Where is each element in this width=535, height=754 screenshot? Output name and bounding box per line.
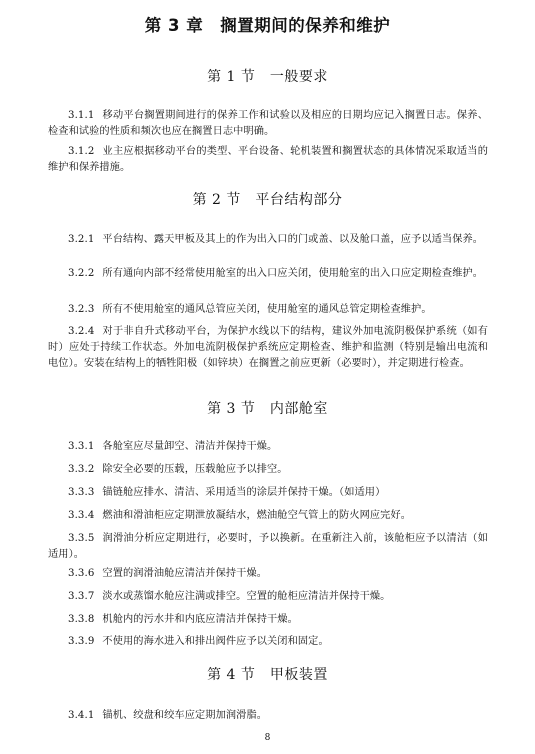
section-title-3: 第 3 节 内部舱室 bbox=[207, 401, 328, 417]
paragraph-number: 3.3.4 bbox=[68, 510, 95, 521]
paragraph-number: 3.2.3 bbox=[68, 304, 95, 315]
paragraph-text: 业主应根据移动平台的类型、平台设备、轮机装置和搁置状态的具体情况采取适当的维护和保养措施。 bbox=[48, 146, 488, 173]
paragraph-text: 所有通向内部不经常使用舱室的出入口应关闭，使用舱室的出入口应定期检查维护。 bbox=[102, 268, 484, 279]
paragraph-3-1-2 bbox=[48, 144, 488, 176]
paragraph-3-3-7 bbox=[48, 589, 488, 605]
paragraph-number: 3.1.1 bbox=[68, 110, 95, 121]
paragraph-number: 3.2.2 bbox=[68, 268, 95, 279]
paragraph-text: 润滑油分析应定期进行，必要时，予以换新。在重新注入前，该舱柜应予以清洁（如适用）。 bbox=[48, 533, 488, 560]
paragraph-number: 3.2.4 bbox=[68, 326, 95, 337]
paragraph-3-3-5 bbox=[48, 531, 488, 563]
paragraph-text: 锚链舱应排水、清洁、采用适当的涂层并保持干燥。（如适用） bbox=[102, 487, 386, 498]
paragraph-text: 锚机、绞盘和绞车应定期加润滑脂。 bbox=[102, 710, 268, 721]
paragraph-number: 3.2.1 bbox=[68, 234, 95, 245]
chapter-title: 第 3 章 搁置期间的保养和维护 bbox=[144, 16, 391, 35]
paragraph-text: 移动平台搁置期间进行的保养工作和试验以及相应的日期均应记入搁置日志。保养、检查和试验的性质和频次也应在搁置日志中明确。 bbox=[48, 110, 488, 137]
paragraph-text: 机舱内的污水井和内底应清洁并保持干燥。 bbox=[102, 614, 298, 625]
paragraph-number: 3.3.6 bbox=[68, 568, 95, 579]
paragraph-text: 各舱室应尽量卸空、清洁并保持干燥。 bbox=[102, 441, 278, 452]
section-title-1: 第 1 节 一般要求 bbox=[207, 69, 328, 85]
paragraph-text: 燃油和滑油柜应定期泄放凝结水，燃油舱空气管上的防火网应完好。 bbox=[102, 510, 412, 521]
paragraph-3-1-1 bbox=[48, 108, 488, 140]
paragraph-3-3-4 bbox=[48, 508, 488, 524]
paragraph-3-3-1 bbox=[48, 439, 488, 455]
page-number: 8 bbox=[264, 733, 271, 743]
paragraph-number: 3.1.2 bbox=[68, 146, 95, 157]
paragraph-3-2-3 bbox=[48, 302, 488, 318]
paragraph-3-3-6 bbox=[48, 566, 488, 582]
paragraph-3-3-9 bbox=[48, 634, 488, 650]
paragraph-text: 不使用的海水进入和排出阀件应予以关闭和固定。 bbox=[102, 636, 329, 647]
paragraph-3-3-3 bbox=[48, 485, 488, 501]
paragraph-3-3-2 bbox=[48, 462, 488, 478]
paragraph-number: 3.3.5 bbox=[68, 533, 95, 544]
section-title-2: 第 2 节 平台结构部分 bbox=[192, 192, 343, 208]
paragraph-text: 空置的润滑油舱应清洁并保持干燥。 bbox=[102, 568, 268, 579]
paragraph-number: 3.4.1 bbox=[68, 710, 95, 721]
paragraph-text: 对于非自升式移动平台，为保护水线以下的结构，建议外加电流阴极保护系统（如有时）应处于持续工作状态。外加电流阴极保护系统应定期检查、维护和监测（特别是输出电流和电位）。安装在结构上的牺牲阳极（如锌块）在搁置之前应更新（必要时），并定期进行检查。 bbox=[48, 326, 488, 369]
paragraph-3-2-1 bbox=[48, 232, 488, 248]
section-title-4: 第 4 节 甲板装置 bbox=[207, 667, 328, 683]
paragraph-3-4-1 bbox=[48, 708, 488, 724]
paragraph-text: 淡水或蒸馏水舱应注满或排空。空置的舱柜应清洁并保持干燥。 bbox=[102, 591, 391, 602]
paragraph-text: 所有不使用舱室的通风总管应关闭，使用舱室的通风总管定期检查维护。 bbox=[102, 304, 432, 315]
paragraph-number: 3.3.9 bbox=[68, 636, 95, 647]
paragraph-3-2-4 bbox=[48, 324, 488, 372]
paragraph-number: 3.3.7 bbox=[68, 591, 95, 602]
paragraph-number: 3.3.3 bbox=[68, 487, 95, 498]
paragraph-number: 3.3.1 bbox=[68, 441, 95, 452]
paragraph-number: 3.3.2 bbox=[68, 464, 95, 475]
paragraph-number: 3.3.8 bbox=[68, 614, 95, 625]
paragraph-3-2-2 bbox=[48, 266, 488, 282]
paragraph-text: 平台结构、露天甲板及其上的作为出入口的门或盖、以及舱口盖，应予以适当保养。 bbox=[102, 234, 484, 245]
paragraph-text: 除安全必要的压载，压载舱应予以排空。 bbox=[102, 464, 288, 475]
paragraph-3-3-8 bbox=[48, 612, 488, 628]
